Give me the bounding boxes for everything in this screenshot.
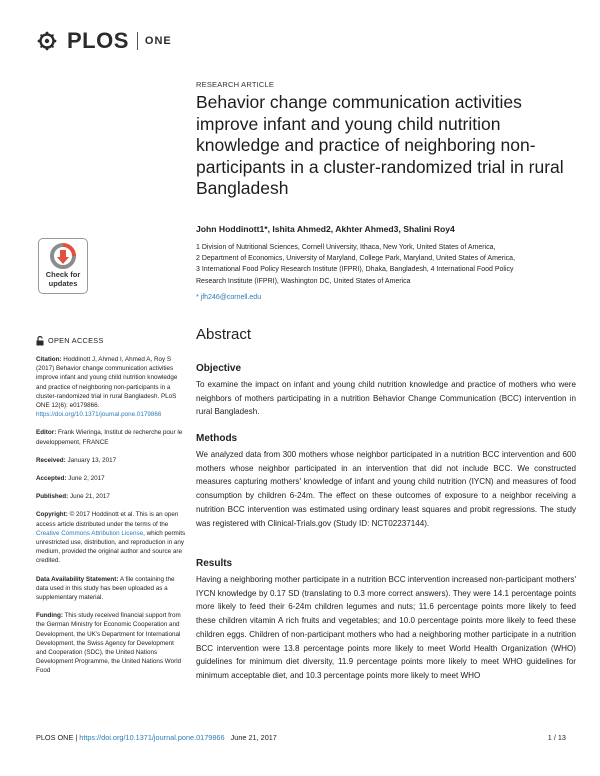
objective-heading: Objective [196, 363, 242, 374]
editor-block [36, 428, 186, 446]
check-updates-icon [50, 243, 76, 269]
affiliation-line: 3 International Food Policy Research Institute (IFPRI), Dhaka, Bangladesh, 4 International Food Policy [196, 266, 514, 274]
results-text: Having a neighboring mother participate in a nutrition BCC intervention increased non-participant mothers' IYCN knowledge by 0.17 SD (translating to 0.3 more correct answers). They were 14.1 percentage points more likely to feed their 6-24m children legumes and nuts; 11.6 percentage points more likely to feed these children vitamin A rich fruits and vegetables; and 10.0 percentage points more likely to feed these children eggs. Children of non-participant mothers who had a neighboring mother participate in a nutrition BCC intervention were 13.8 percentage points more likely to meet World Health Organization (WHO) guidelines for minimum diet diversity, 11.9 percentage points more likely to meet WHO guidelines for minimum acceptable diet, and 10.3 percentage points more likely to meet WHO [196, 575, 576, 680]
affiliation-line: Research Institute (IFPRI), Washington DC, United States of America [196, 277, 411, 285]
funding-text: This study received financial support from the German Ministry for Economic Cooperation and Development, the UK's Department for International Development, the Swiss Agency for Development and Cooperation (SDC), the United Nations Development Programme, the United Nations World Food [36, 612, 182, 675]
accepted-label: Accepted: [36, 475, 67, 483]
copyright-text-end: , which permits unrestricted use, distribution, and reproduction in any medium, provided the original author and source are credited. [36, 529, 186, 565]
affiliation-line: 2 Department of Economics, University of Maryland, College Park, Maryland, United States of America, [196, 255, 516, 263]
published-label: Published: [36, 493, 69, 501]
logo-journal-text: ONE [144, 35, 172, 47]
footer-journal: PLOS ONE | [36, 733, 78, 742]
license-link[interactable]: Creative Commons Attribution License [36, 529, 144, 537]
received-label: Received: [36, 456, 66, 464]
abstract-heading: Abstract [196, 326, 252, 343]
editor-label: Editor: [36, 429, 57, 437]
plos-logo-icon [36, 30, 64, 52]
footer-doi-link[interactable]: https://doi.org/10.1371/journal.pone.0179866 [79, 733, 225, 742]
footer-date: June 21, 2017 [230, 733, 277, 742]
badge-label-line2: updates [48, 278, 78, 288]
logo-plos-text: PLOS [67, 28, 129, 53]
page-footer [36, 733, 566, 742]
affiliations [196, 242, 581, 287]
sidebar-metadata [36, 336, 186, 685]
accepted-block [36, 474, 186, 483]
author-list: John Hoddinott1*, Ishita Ahmed2, Akhter Ahmed3, Shalini Roy4 [196, 224, 455, 234]
published-block [36, 492, 186, 501]
methods-text: We analyzed data from 300 mothers whose neighbor participated in a nutrition BCC intervention and 600 mothers whose neighbor participated in an intervention that did not include BCC. We constructed measures capturing mothers' knowledge of infant and young child nutrition (IYCN) and measures of food consumption by children 6-24m. The effect on these outcomes of exposure to a neighbor receiving a nutrition BCC intervention was estimated using ordinary least squares and probit regressions. The study was registered with Clinical-Trials.gov (Study ID: NCT02237144). [196, 450, 576, 528]
open-access-label [36, 336, 186, 346]
data-availability-text: A file containing the data used in this study has been uploaded as a supplementary material. [36, 575, 175, 602]
editor-text: Frank Wieringa, Institut de recherche pour le developpement, FRANCE [36, 429, 183, 446]
methods-heading: Methods [196, 433, 238, 444]
data-availability-block [36, 575, 186, 603]
logo-divider [137, 32, 138, 50]
check-for-updates-badge[interactable] [38, 238, 88, 294]
copyright-text: © 2017 Hoddinott et al. This is an open access article distributed under the terms of the [36, 511, 179, 528]
article-type: RESEARCH ARTICLE [196, 80, 275, 89]
citation-text: Hoddinott J, Ahmed I, Ahmed A, Roy S (2017) Behavior change communication activities improve infant and young child nutrition knowledge and practice of neighboring non-participants in a cluster-randomized trial in rural Bangladesh. PLoS ONE 12(6): e0179866. [36, 356, 178, 410]
plos-one-logo[interactable] [36, 28, 172, 54]
data-availability-label: Data Availability Statement: [36, 575, 119, 583]
citation-doi-link[interactable]: https://doi.org/10.1371/journal.pone.0179866 [36, 411, 162, 419]
received-date: January 13, 2017 [67, 456, 117, 464]
objective-text: To examine the impact on infant and young child nutrition knowledge and practice of mothers who were neighbors of mothers participating in a nutrition Behavior Change Communication (BCC) intervention in rural Bangladesh. [196, 380, 576, 417]
citation-label: Citation: [36, 356, 62, 363]
published-date: June 21, 2017 [69, 493, 110, 501]
affiliation-line: 1 Division of Nutritional Sciences, Cornell University, Ithaca, New York, United States of America, [196, 244, 496, 251]
badge-label-line1: Check for [45, 270, 81, 279]
results-heading: Results [196, 558, 233, 569]
footer-citation [36, 733, 277, 742]
open-access-text: OPEN ACCESS [48, 336, 104, 346]
badge-label [46, 271, 81, 288]
page-number: 1 / 13 [547, 733, 566, 742]
received-block [36, 456, 186, 465]
funding-label: Funding: [36, 612, 63, 620]
funding-block [36, 611, 186, 675]
article-title: Behavior change communication activities improve infant and young child nutrition knowledge and practice of neighboring non-participants in a cluster-randomized trial in rural Bangladesh [196, 92, 564, 198]
copyright-label: Copyright: [36, 511, 68, 519]
copyright-block [36, 510, 186, 565]
citation-block [36, 355, 186, 419]
corresponding-email[interactable]: * jfh246@cornell.edu [196, 294, 262, 301]
accepted-date: June 2, 2017 [68, 475, 105, 483]
open-lock-icon [36, 336, 44, 346]
